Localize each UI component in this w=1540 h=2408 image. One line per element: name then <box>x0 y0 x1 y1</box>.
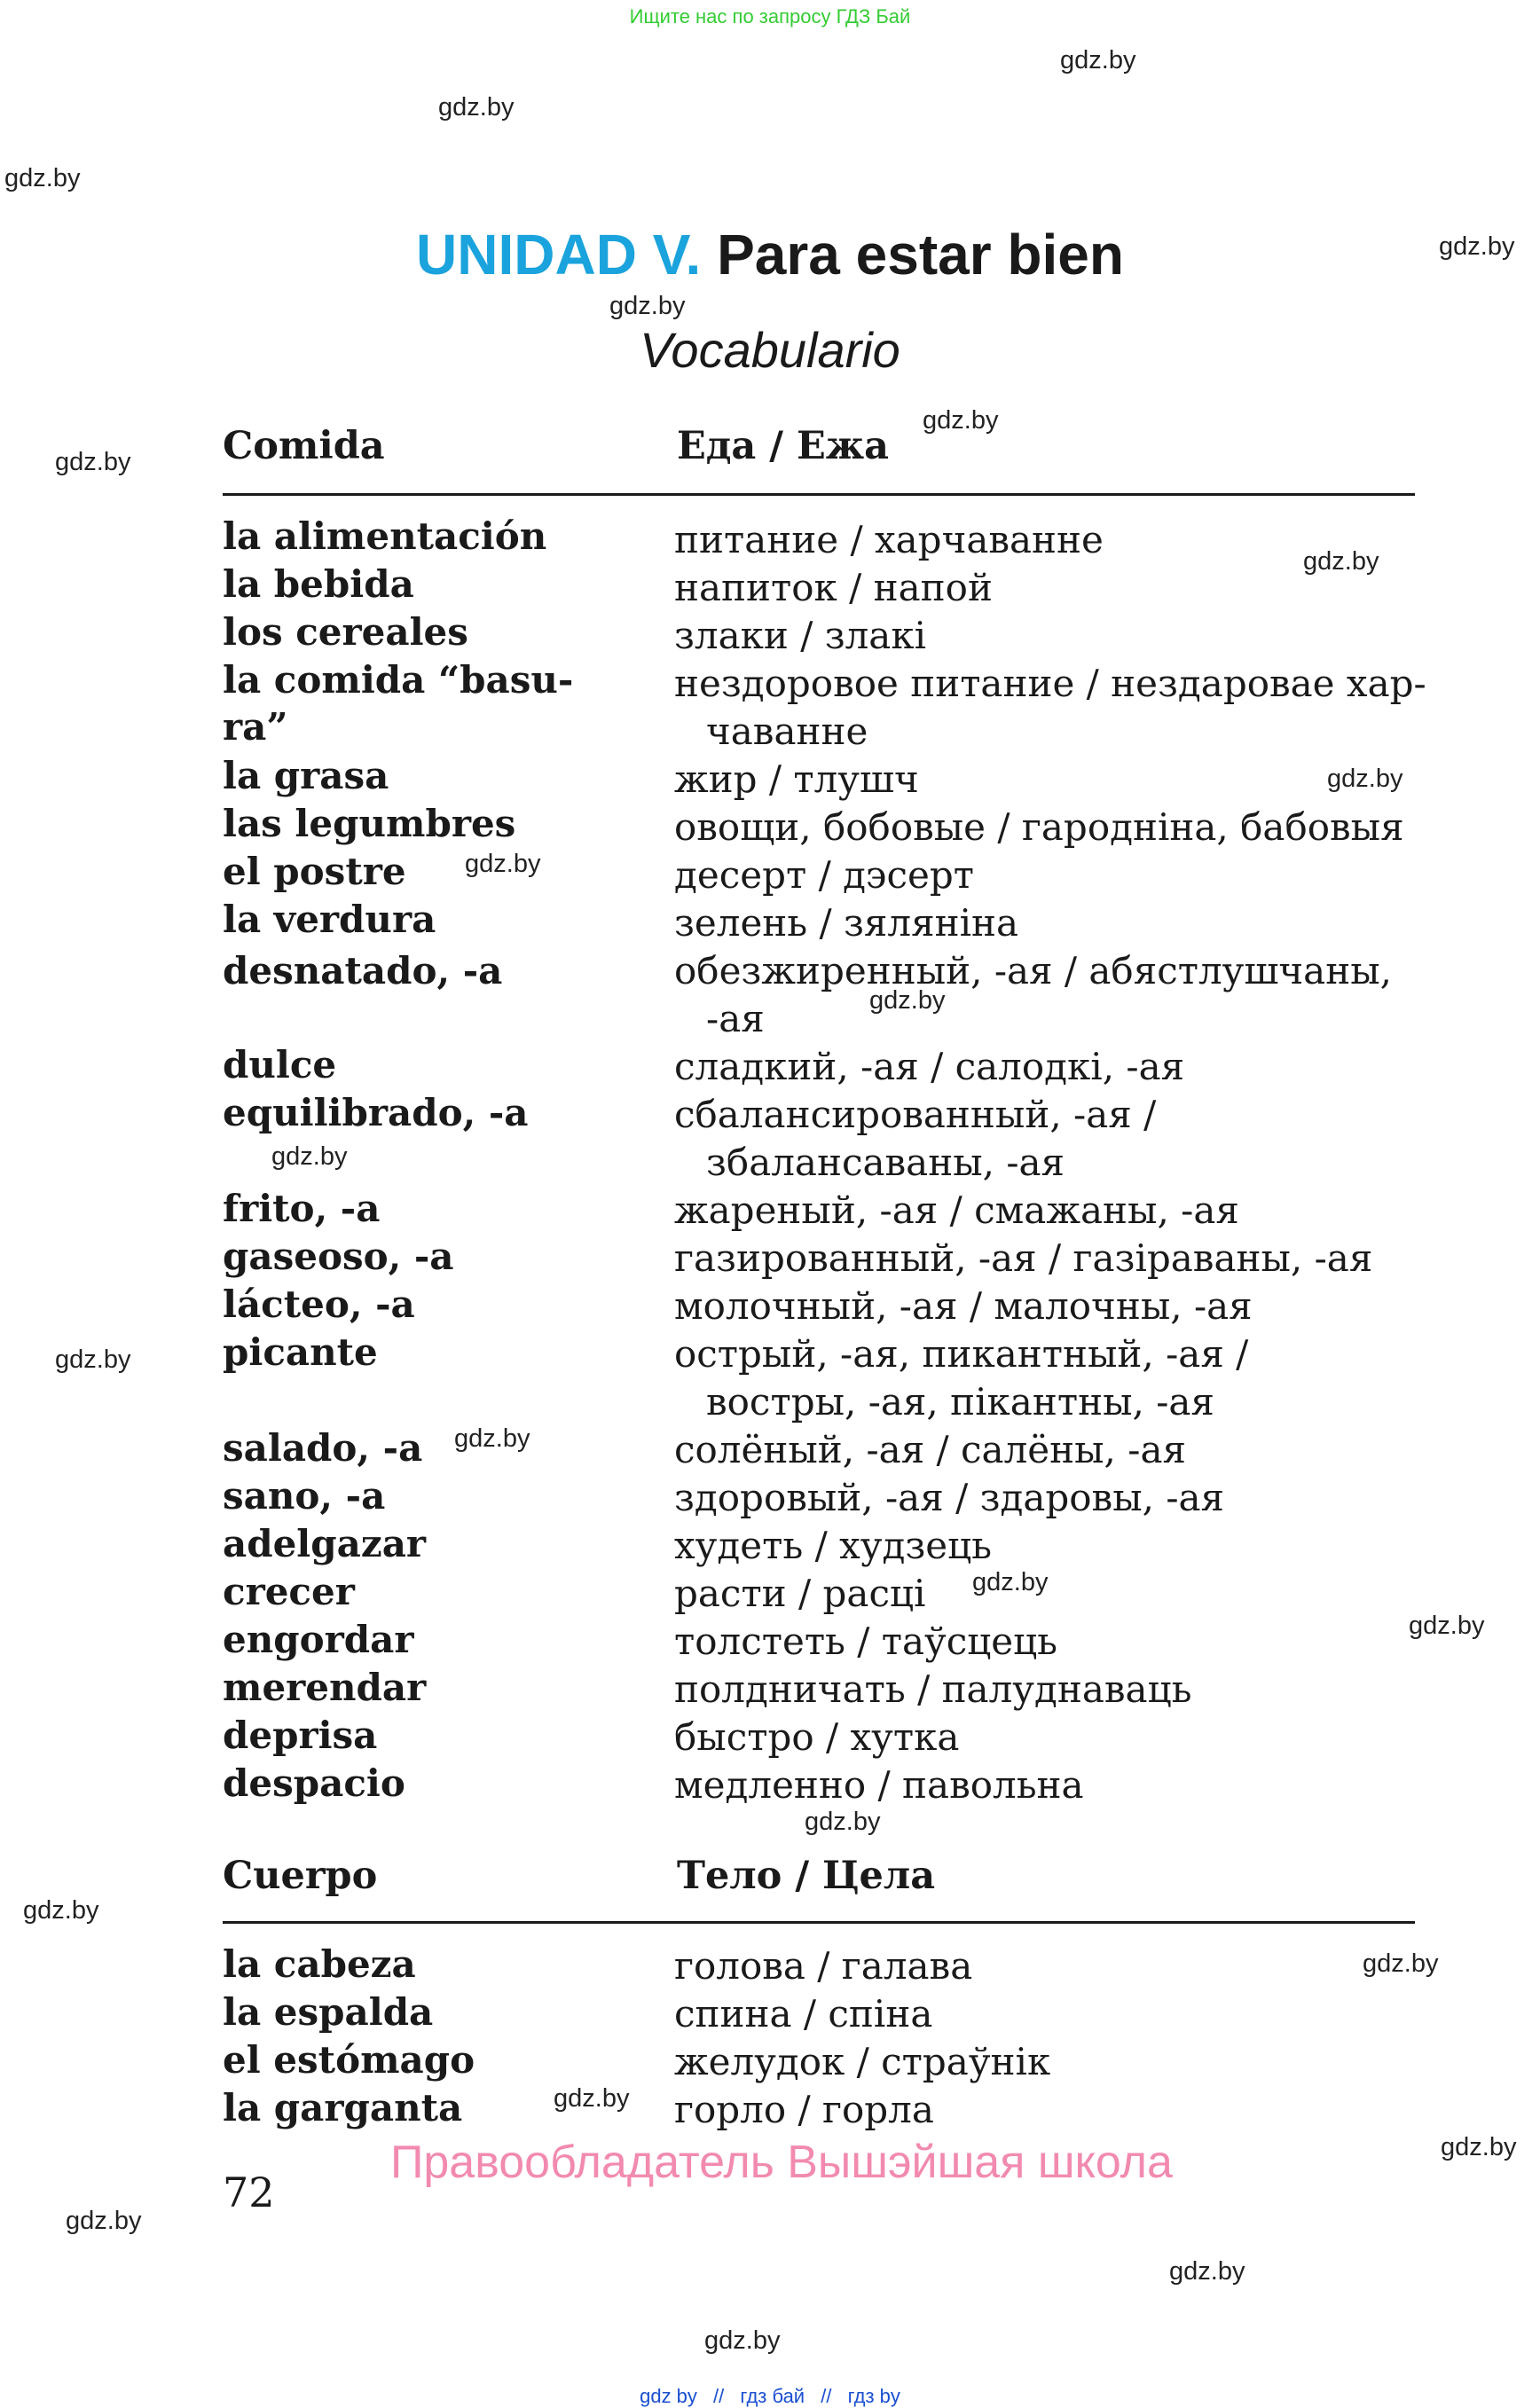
section-divider <box>223 493 1415 496</box>
vocab-translation-line: здоровый, -ая / здаровы, -ая <box>674 1476 1225 1519</box>
watermark: gdz.by <box>554 2084 630 2113</box>
footer-link[interactable]: gdz by <box>640 2385 697 2407</box>
vocab-translation-line: толстеть / таўсцець <box>674 1620 1058 1663</box>
vocab-translation <box>674 1282 1424 1330</box>
watermark: gdz.by <box>66 2207 142 2235</box>
vocab-translation-line: збалансаваны, -ая <box>706 1141 1065 1184</box>
vocab-term-es <box>223 2036 648 2083</box>
vocab-translation <box>674 2038 1424 2086</box>
vocab-term-line: la bebida <box>223 562 414 606</box>
vocab-translation <box>674 1618 1424 1666</box>
watermark: gdz.by <box>438 93 515 122</box>
watermark: gdz.by <box>1409 1612 1485 1640</box>
vocab-translation-line: спина / спiна <box>674 1992 933 2035</box>
section-head-es: Comida <box>223 424 385 468</box>
watermark: gdz.by <box>704 2326 781 2355</box>
vocab-term-line: dulce <box>223 1043 337 1086</box>
vocab-translation <box>674 947 1424 1043</box>
vocab-translation <box>674 612 1424 660</box>
vocab-translation <box>674 1942 1424 1990</box>
vocab-term-line: deprisa <box>223 1714 378 1757</box>
watermark: gdz.by <box>4 164 81 192</box>
watermark: gdz.by <box>1060 46 1136 75</box>
vocab-translation-line: полдничать / палуднаваць <box>674 1667 1192 1711</box>
section-head-ru: Тело / Цела <box>677 1854 936 1898</box>
vocab-translation-line: напиток / напой <box>674 566 993 609</box>
vocab-translation <box>674 660 1424 756</box>
vocab-term-es <box>223 947 648 994</box>
vocab-translation <box>674 851 1424 899</box>
watermark: gdz.by <box>271 1142 348 1171</box>
watermark: gdz.by <box>1363 1949 1439 1978</box>
vocab-term-es <box>223 1424 648 1471</box>
watermark: gdz.by <box>23 1896 99 1925</box>
watermark: gdz.by <box>1303 547 1379 576</box>
vocab-term-es <box>223 1568 648 1615</box>
vocab-translation <box>674 1043 1424 1091</box>
vocab-term-es <box>223 1472 648 1519</box>
vocab-translation <box>674 756 1424 804</box>
section-head-es: Cuerpo <box>223 1854 378 1898</box>
vocab-term-es <box>223 1233 648 1280</box>
vocab-term-line: la espalda <box>223 1990 434 2034</box>
vocab-translation <box>674 1474 1424 1522</box>
vocab-term-line: desnatado, -a <box>223 949 503 992</box>
vocab-term-line: la garganta <box>223 2086 463 2130</box>
vocab-term-line: la grasa <box>223 754 389 797</box>
vocab-translation <box>674 1522 1424 1570</box>
bottom-links <box>0 2385 1540 2408</box>
section-divider <box>223 1921 1415 1924</box>
footer-separator: // <box>821 2385 832 2407</box>
vocab-translation-line: обезжиренный, -ая / абястлушчаны, <box>674 949 1392 992</box>
vocab-translation-line: жир / тлушч <box>674 757 919 801</box>
vocab-term-line: adelgazar <box>223 1522 427 1565</box>
vocab-translation-line: -ая <box>706 997 765 1040</box>
unit-title <box>0 222 1540 287</box>
top-banner[interactable]: Ищите нас по запросу ГДЗ Бай <box>629 5 911 27</box>
vocab-term-es <box>223 1329 648 1376</box>
vocab-translation-line: сладкий, -ая / салодкi, -ая <box>674 1045 1185 1088</box>
vocab-term-es <box>223 1988 648 2035</box>
vocab-term-es <box>223 1089 648 1136</box>
vocab-term-line: lácteo, -a <box>223 1282 415 1326</box>
vocab-translation-line: востры, -ая, пiкантны, -ая <box>706 1380 1214 1424</box>
watermark: gdz.by <box>1439 232 1515 261</box>
vocabulary-subtitle: Vocabulario <box>640 322 900 378</box>
vocab-translation-line: питание / харчаванне <box>674 518 1104 561</box>
vocab-term-line: merendar <box>223 1666 427 1709</box>
vocab-term-line: equilibrado, -a <box>223 1091 529 1134</box>
watermark: gdz.by <box>1169 2257 1245 2286</box>
vocab-term-line: la verdura <box>223 898 436 941</box>
vocab-term-line: frito, -a <box>223 1187 381 1230</box>
watermark: gdz.by <box>805 1808 881 1836</box>
vocab-term-es <box>223 1185 648 1232</box>
vocab-translation-line: злаки / злакі <box>674 614 927 657</box>
vocab-term-es <box>223 1281 648 1328</box>
section-head-ru: Еда / Ежа <box>677 424 889 468</box>
vocab-translation <box>674 1426 1424 1474</box>
watermark: gdz.by <box>1327 765 1403 793</box>
page-number: 72 <box>223 2169 275 2216</box>
footer-link[interactable]: гдз by <box>847 2385 900 2407</box>
watermark: gdz.by <box>972 1568 1049 1596</box>
vocab-term-es <box>223 513 648 560</box>
vocab-translation-line: желудок / страўнiк <box>674 2040 1051 2083</box>
vocab-term-line: sano, -a <box>223 1474 386 1518</box>
vocab-translation-line: медленно / павольна <box>674 1763 1084 1807</box>
watermark: gdz.by <box>55 448 131 476</box>
vocab-term-line: la cabeza <box>223 1942 416 1986</box>
vocab-term-es <box>223 608 648 655</box>
vocab-translation-line: острый, -ая, пикантный, -ая / <box>674 1332 1249 1376</box>
vocab-translation <box>674 899 1424 947</box>
vocab-translation <box>674 804 1424 851</box>
vocab-translation-line: овощи, бобовые / гароднiна, бабовыя <box>674 805 1404 849</box>
vocab-term-es <box>223 1041 648 1088</box>
vocab-term-es <box>223 561 648 608</box>
watermark: gdz.by <box>609 292 686 320</box>
vocab-term-es <box>223 656 648 750</box>
vocab-translation-line: расти / расцi <box>674 1572 926 1615</box>
vocab-term-line: el estómago <box>223 2038 475 2082</box>
vocab-translation <box>674 1187 1424 1235</box>
copyright-notice: Правообладатель Вышэйшая школа <box>390 2137 1173 2188</box>
vocab-term-es <box>223 752 648 799</box>
vocab-term-es <box>223 896 648 943</box>
vocab-term-line: picante <box>223 1330 378 1374</box>
unit-name: Para estar bien <box>717 223 1124 286</box>
vocab-term-es <box>223 800 648 847</box>
vocab-translation <box>674 2086 1424 2134</box>
vocab-translation-line: десерт / дэсерт <box>674 853 974 897</box>
vocab-translation <box>674 1330 1424 1426</box>
vocab-translation-line: быстро / хутка <box>674 1715 960 1759</box>
vocab-term-line: despacio <box>223 1761 405 1805</box>
vocab-translation <box>674 1990 1424 2038</box>
vocab-term-es <box>223 1712 648 1759</box>
vocab-term-line: gaseoso, -a <box>223 1235 454 1278</box>
vocab-term-line: las legumbres <box>223 802 516 845</box>
footer-link[interactable]: гдз бай <box>740 2385 805 2407</box>
vocab-translation-line: голова / галава <box>674 1944 973 1988</box>
vocab-translation-line: горло / горла <box>674 2088 934 2131</box>
vocab-translation <box>674 1570 1424 1618</box>
vocab-term-line: la comida “basu- <box>223 658 574 702</box>
vocab-term-line: salado, -a <box>223 1426 423 1470</box>
vocab-translation-line: нездоровое питание / нездаровае хар- <box>674 662 1426 705</box>
vocab-term-line: el postre <box>223 850 406 893</box>
vocab-translation-line: молочный, -ая / малочны, -ая <box>674 1284 1253 1328</box>
vocab-term-es <box>223 1520 648 1567</box>
vocab-translation-line: солёный, -ая / салёны, -ая <box>674 1428 1186 1471</box>
vocab-term-line: ra” <box>223 705 288 749</box>
vocab-term-es <box>223 1664 648 1711</box>
vocab-term-es <box>223 1941 648 1988</box>
unit-number: UNIDAD V. <box>416 223 702 286</box>
vocab-translation <box>674 1761 1424 1809</box>
vocab-term-es <box>223 1616 648 1663</box>
vocab-translation-line: худеть / худзець <box>674 1524 992 1567</box>
vocab-term-line: engordar <box>223 1618 414 1661</box>
vocab-term-line: los cereales <box>223 610 468 654</box>
vocab-translation-line: сбалансированный, -ая / <box>674 1093 1157 1136</box>
vocab-translation-line: газированный, -ая / газiраваны, -ая <box>674 1236 1373 1280</box>
vocab-translation <box>674 1714 1424 1761</box>
vocab-translation <box>674 1091 1424 1187</box>
vocab-translation-line: чаванне <box>706 710 868 753</box>
watermark: gdz.by <box>55 1345 131 1374</box>
vocab-translation-line: зелень / зялянiна <box>674 901 1019 945</box>
watermark: gdz.by <box>869 986 946 1015</box>
watermark: gdz.by <box>1441 2133 1517 2161</box>
vocab-term-line: la alimentación <box>223 514 547 558</box>
vocab-term-es <box>223 1760 648 1807</box>
vocab-translation <box>674 1235 1424 1282</box>
watermark: gdz.by <box>923 406 999 435</box>
footer-separator: // <box>713 2385 725 2407</box>
vocab-translation-line: жареный, -ая / смажаны, -ая <box>674 1188 1239 1232</box>
watermark: gdz.by <box>454 1424 530 1453</box>
vocab-translation <box>674 1666 1424 1714</box>
vocab-term-es <box>223 848 648 895</box>
watermark: gdz.by <box>465 850 541 878</box>
vocab-term-line: crecer <box>223 1570 355 1613</box>
